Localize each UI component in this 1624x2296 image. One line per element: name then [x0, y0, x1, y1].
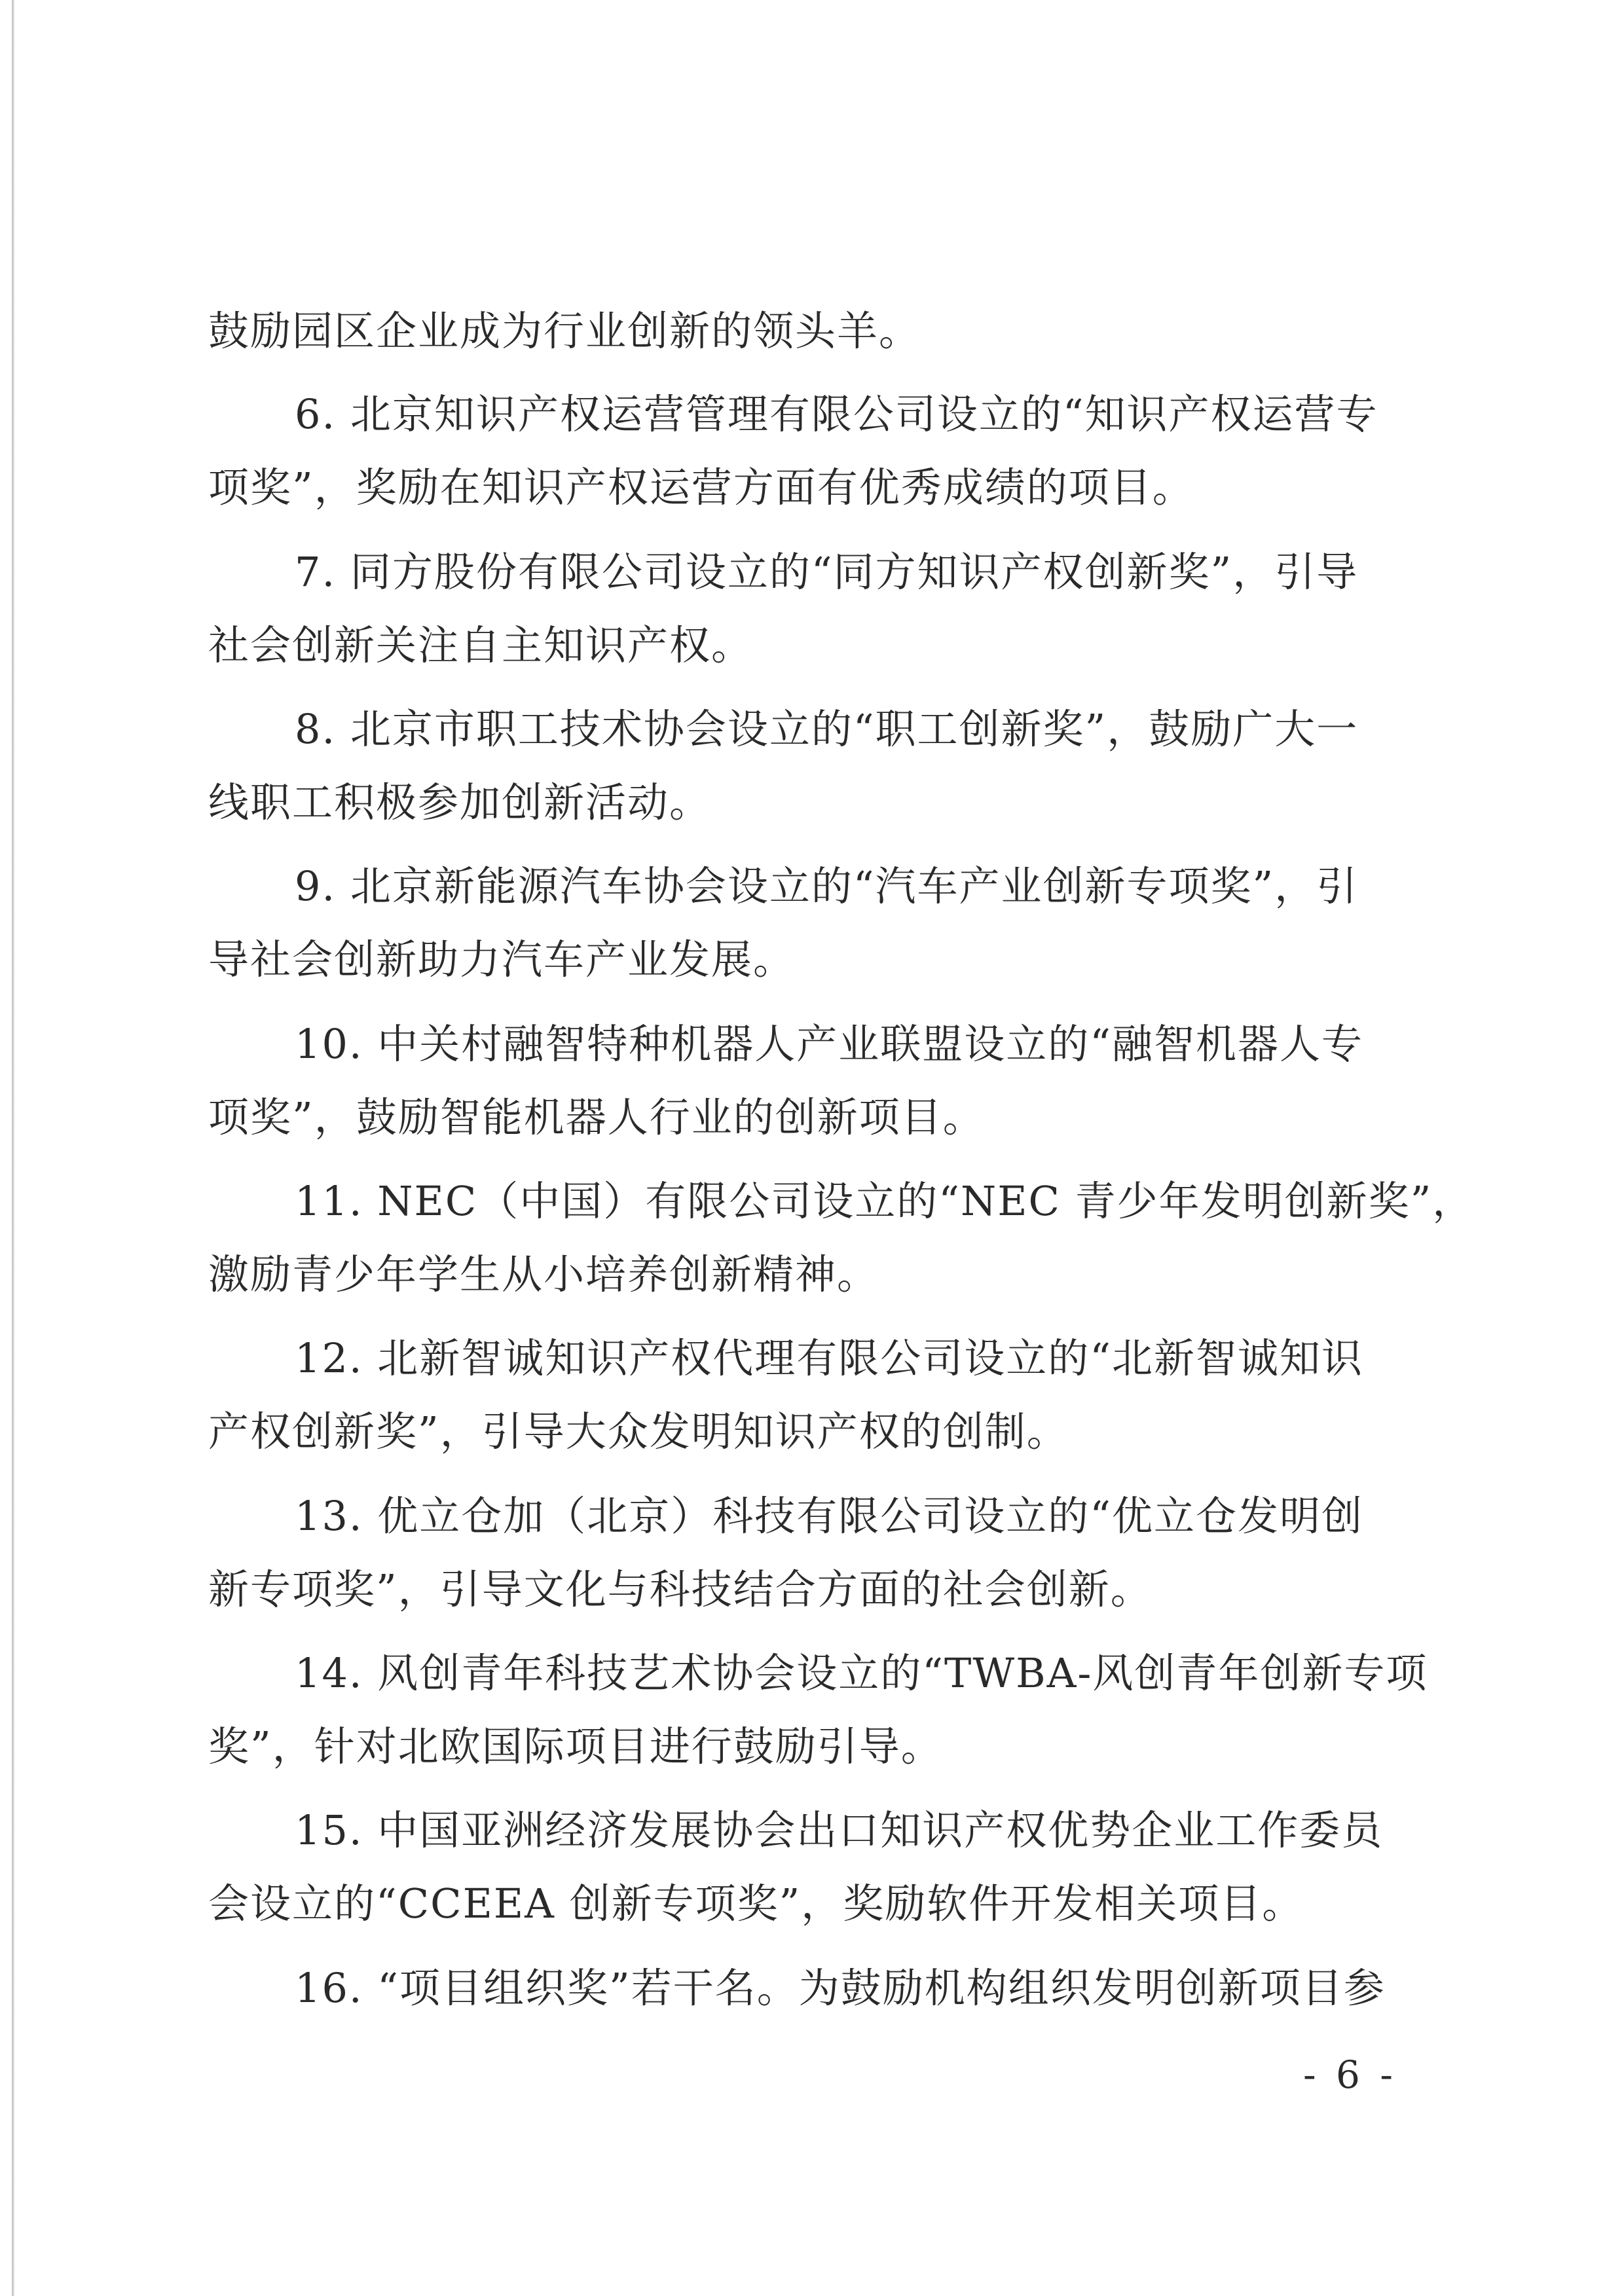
text-line-10: 10. 中关村融智特种机器人产业联盟设立的“融智机器人专 — [295, 1020, 1364, 1068]
text-line-20: 15. 中国亚洲经济发展协会出口知识产权优势企业工作委员 — [295, 1806, 1384, 1854]
text-line-6: 8. 北京市职工技术协会设立的“职工创新奖”，鼓励广大一 — [295, 705, 1359, 753]
text-line-19: 奖”，针对北欧国际项目进行鼓励引导。 — [208, 1722, 943, 1770]
text-line-4: 7. 同方股份有限公司设立的“同方知识产权创新奖”，引导 — [295, 548, 1359, 596]
scan-shadow-edge — [12, 0, 14, 2296]
text-line-17: 新专项奖”，引导文化与科技结合方面的社会创新。 — [208, 1565, 1153, 1613]
text-line-13: 激励青少年学生从小培养创新精神。 — [208, 1250, 879, 1298]
page-number: - 6 - — [1303, 2052, 1397, 2097]
text-line-21: 会设立的“CCEEA 创新专项奖”，奖励软件开发相关项目。 — [208, 1880, 1304, 1927]
text-line-12: 11. NEC（中国）有限公司设立的“NEC 青少年发明创新奖”， — [295, 1177, 1475, 1225]
text-line-3: 项奖”，奖励在知识产权运营方面有优秀成绩的项目。 — [208, 464, 1194, 511]
text-line-18: 14. 风创青年科技艺术协会设立的“TWBA-风创青年创新专项 — [295, 1649, 1428, 1697]
text-line-2: 6. 北京知识产权运营管理有限公司设立的“知识产权运营专 — [295, 390, 1378, 438]
text-line-9: 导社会创新助力汽车产业发展。 — [208, 936, 796, 983]
text-line-14: 12. 北新智诚知识产权代理有限公司设立的“北新智诚知识 — [295, 1334, 1364, 1382]
text-line-8: 9. 北京新能源汽车协会设立的“汽车产业创新专项奖”，引 — [295, 862, 1359, 910]
text-line-11: 项奖”，鼓励智能机器人行业的创新项目。 — [208, 1093, 985, 1141]
text-line-16: 13. 优立仓加（北京）科技有限公司设立的“优立仓发明创 — [295, 1492, 1364, 1540]
text-line-22: 16. “项目组织奖”若干名。为鼓励机构组织发明创新项目参 — [295, 1964, 1386, 2012]
text-line-7: 线职工积极参加创新活动。 — [208, 778, 712, 826]
text-line-5: 社会创新关注自主知识产权。 — [208, 621, 754, 669]
text-line-15: 产权创新奖”，引导大众发明知识产权的创制。 — [208, 1408, 1069, 1455]
text-line-1: 鼓励园区企业成为行业创新的领头羊。 — [208, 307, 921, 355]
